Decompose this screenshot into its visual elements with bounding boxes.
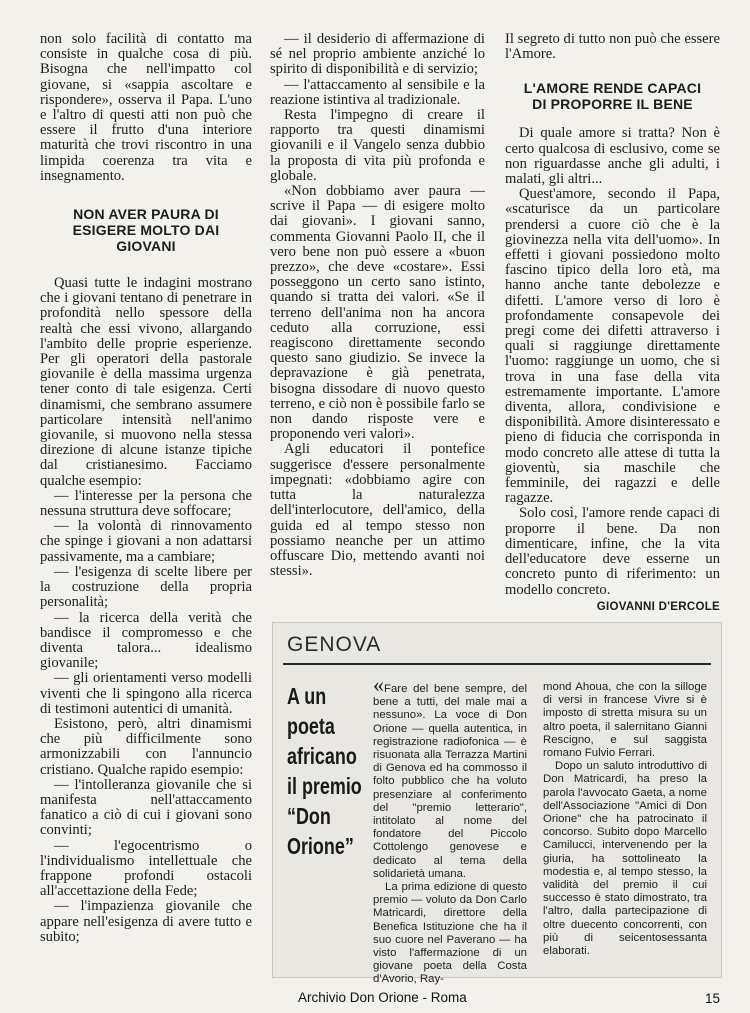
- headline-line: Orione”: [287, 833, 354, 859]
- opening-quote: «: [373, 672, 384, 697]
- paragraph: «Non dobbiamo aver paura — scrive il Papa — di esigere molto dai giovani». I giovani sanno, commenta Giovanni Paolo II, che il vero bene non può essere a «buon prezzo», che deve «costare». Essi posseggono un certo sano istinto, quando si tratta dei valori. «Se il terreno dell'anima non ha ancora ceduto alla corruzione, essi reagiscono direttamente secondo questo sano giudizio. Se invece la depravazione è già penetrata, bisogna dissodare di nuovo questo terreno, e ciò non è possibile farlo se non dando risposte vere e proponendo veri valori».: [270, 183, 485, 443]
- paragraph: Di quale amore si tratta? Non è certo qualcosa di esclusivo, come se non riguardasse anche gli adulti, i malati, gli altri...: [505, 125, 720, 188]
- section-heading: NON AVER PAURA DI ESIGERE MOLTO DAI GIOVANI: [72, 206, 220, 255]
- paragraph: Solo così, l'amore rende capaci di proporre il bene. Da non dimenticare, infine, che la vita dell'educatore deve esserne un concreto punto di riferimento: un modello concreto.: [505, 505, 720, 598]
- article-column-3: [505, 32, 720, 615]
- bullet-item: — la volontà di rinnovamento che spinge i giovani a non adattarsi passivamente, ma a cambiare;: [40, 518, 252, 565]
- headline-line: poeta: [287, 713, 335, 739]
- bullet-item: — l'esigenza di scelte libere per la costruzione della propria personalità;: [40, 563, 252, 611]
- bullet-item: — l'egocentrismo o l'individualismo intellettuale che frappone profondi ostacoli all'accettazione della Fede;: [40, 837, 252, 900]
- paragraph: Dopo un saluto introduttivo di Don Matricardi, ha preso la parola l'avvocato Gaeta, a nome dell'Associazione "Amici di Don Orione" che ha patrocinato il concorso. Subito dopo Marcello Camilucci, intervenendo per la giuria, ha sottolineato la modestia e, al tempo stesso, la validità del premio il cui successo è stato dimostrato, tra l'altro, dalla partecipazione di oltre duecento concorrenti, con più di seicentosessanta elaborati.: [543, 760, 707, 958]
- page-number: 15: [705, 991, 721, 1006]
- author-signature: GIOVANNI D'ERCOLE: [596, 600, 720, 613]
- box-divider: [283, 663, 711, 665]
- news-box-genova: [272, 622, 722, 986]
- paragraph: [373, 672, 527, 881]
- bullet-item: — gli orientamenti verso modelli viventi che li spingono alla ricerca di testimoni autentici di umanità.: [40, 670, 252, 717]
- headline-line: africano: [287, 743, 357, 769]
- headline-line: A un: [287, 683, 327, 709]
- paragraph: La prima edizione di questo premio — voluto da Don Carlo Matricardi, direttore della Benefica Istituzione che ha il suo cuore nel Paverano — ha visto l'affermazione di un giovane poeta della Costa d'Avorio, Ray-: [373, 881, 527, 986]
- paragraph: Il segreto di tutto non può che essere l'Amore.: [505, 31, 720, 63]
- bullet-item: — l'intolleranza giovanile che si manifesta nell'attaccamento fanatico a ciò di cui i giovani sono convinti;: [40, 776, 252, 839]
- box-headline: [287, 681, 371, 861]
- section-heading: L'AMORE RENDE CAPACI DI PROPORRE IL BENE: [523, 80, 702, 113]
- bullet-item: — la ricerca della verità che bandisce il compromesso e che diventa talora... idealismo giovanile;: [40, 609, 252, 672]
- box-city-title: GENOVA: [287, 633, 382, 656]
- paragraph-text: Fare del bene sempre, del bene a tutti, del male mai a nessuno». La voce di Don Orione — quella autentica, in registrazione radiofonica — è risuonata alla Terrazza Martini di Genova ed ha commosso il folto pubblico che ha voluto presenziare al conferimento del "premio letterario", intitolato al nome del fondatore del Piccolo Cottolengo genovese e dedicato al tema della solidarietà umana.: [373, 683, 527, 880]
- paragraph: Resta l'impegno di creare il rapporto tra questi dinamismi giovanili e il Vangelo senza dubbio la proposta di vita più profonda e globale.: [270, 107, 485, 184]
- paragraph: mond Ahoua, che con la silloge di versi in francese Vivre si è imposto di stretta misura su un altro poeta, il salernitano Gianni Rescigno, e sul saggista romano Fulvio Ferrari.: [543, 681, 707, 760]
- paragraph: Agli educatori il pontefice suggerisce d'essere personalmente impegnati: «dobbiamo agire con tutta la naturalezza dell'interlocutore, dell'amico, della guida ed al tempo stesso non possiamo neanche per un attimo offuscare Dio, mettendo avanti noi stessi».: [270, 441, 485, 580]
- bullet-item: — l'impazienza giovanile che appare nell'esigenza di avere tutto e subito;: [40, 898, 252, 945]
- box-column-2: [543, 681, 707, 958]
- paragraph: non solo facilità di contatto ma consiste in qualche cosa di più. Bisogna che nell'impatto col giovane, si «sappia ascoltare e rispondere», osserva il Papa. L'uno e l'altro di questi atti non può che essere il frutto d'una interiore maturità che trovi riscontro in una limpida coerenza tra vita e insegnamento.: [40, 31, 252, 184]
- paragraph: Quasi tutte le indagini mostrano che i giovani tentano di penetrare in profondità nello spessore della realtà che essi vivono, allargando l'ambito delle proprie esperienze. Per gli operatori della pastorale giovanile è della massima urgenza tener conto di tale esigenza. Certi dinamismi, che sembrano assumere particolare intensità nell'animo giovanile, si muovono nella stessa direzione di alcune istanze tipiche dal cristianesimo. Facciamo qualche esempio:: [40, 275, 252, 489]
- bullet-item: — l'attaccamento al sensibile e la reazione istintiva al tradizionale.: [270, 76, 485, 108]
- paragraph: Quest'amore, secondo il Papa, «scaturisce da un particolare prendersi a cuore ciò che è la giovinezza nella vita dell'uomo». In effetti i giovani possiedono molto fascino tipico della loro età, ma hanno anche tante debolezze e difetti. L'amore verso di loro è profondamente consapevole dei pregi come dei difetti attraverso i quali si raggiunge direttamente l'uomo: raggiunge un uomo, che si trova in una fase della vita estremamente importante. L'amore diventa, allora, condivisione e disponibilità. Amore disinteressato e pieno di fiducia che corrisponda in modo concreto alle attese di tutta la gioventù, sia maschile che femminile, dei ragazzi e delle ragazze.: [505, 186, 720, 507]
- archive-footer: Archivio Don Orione - Roma: [298, 990, 467, 1005]
- bullet-item: — il desiderio di affermazione di sé nel proprio ambiente anziché lo spirito di disponibilità e di servizio;: [270, 31, 485, 78]
- headline-line: il premio: [287, 773, 362, 799]
- box-column-1: [373, 672, 527, 987]
- bullet-item: — l'interesse per la persona che nessuna struttura deve soffocare;: [40, 487, 252, 520]
- article-column-2: [270, 32, 485, 579]
- article-column-1: [40, 32, 252, 945]
- paragraph: Esistono, però, altri dinamismi che più difficilmente sono armonizzabili con l'annuncio cristiano. Qualche rapido esempio:: [40, 715, 252, 778]
- headline-line: “Don: [287, 803, 331, 829]
